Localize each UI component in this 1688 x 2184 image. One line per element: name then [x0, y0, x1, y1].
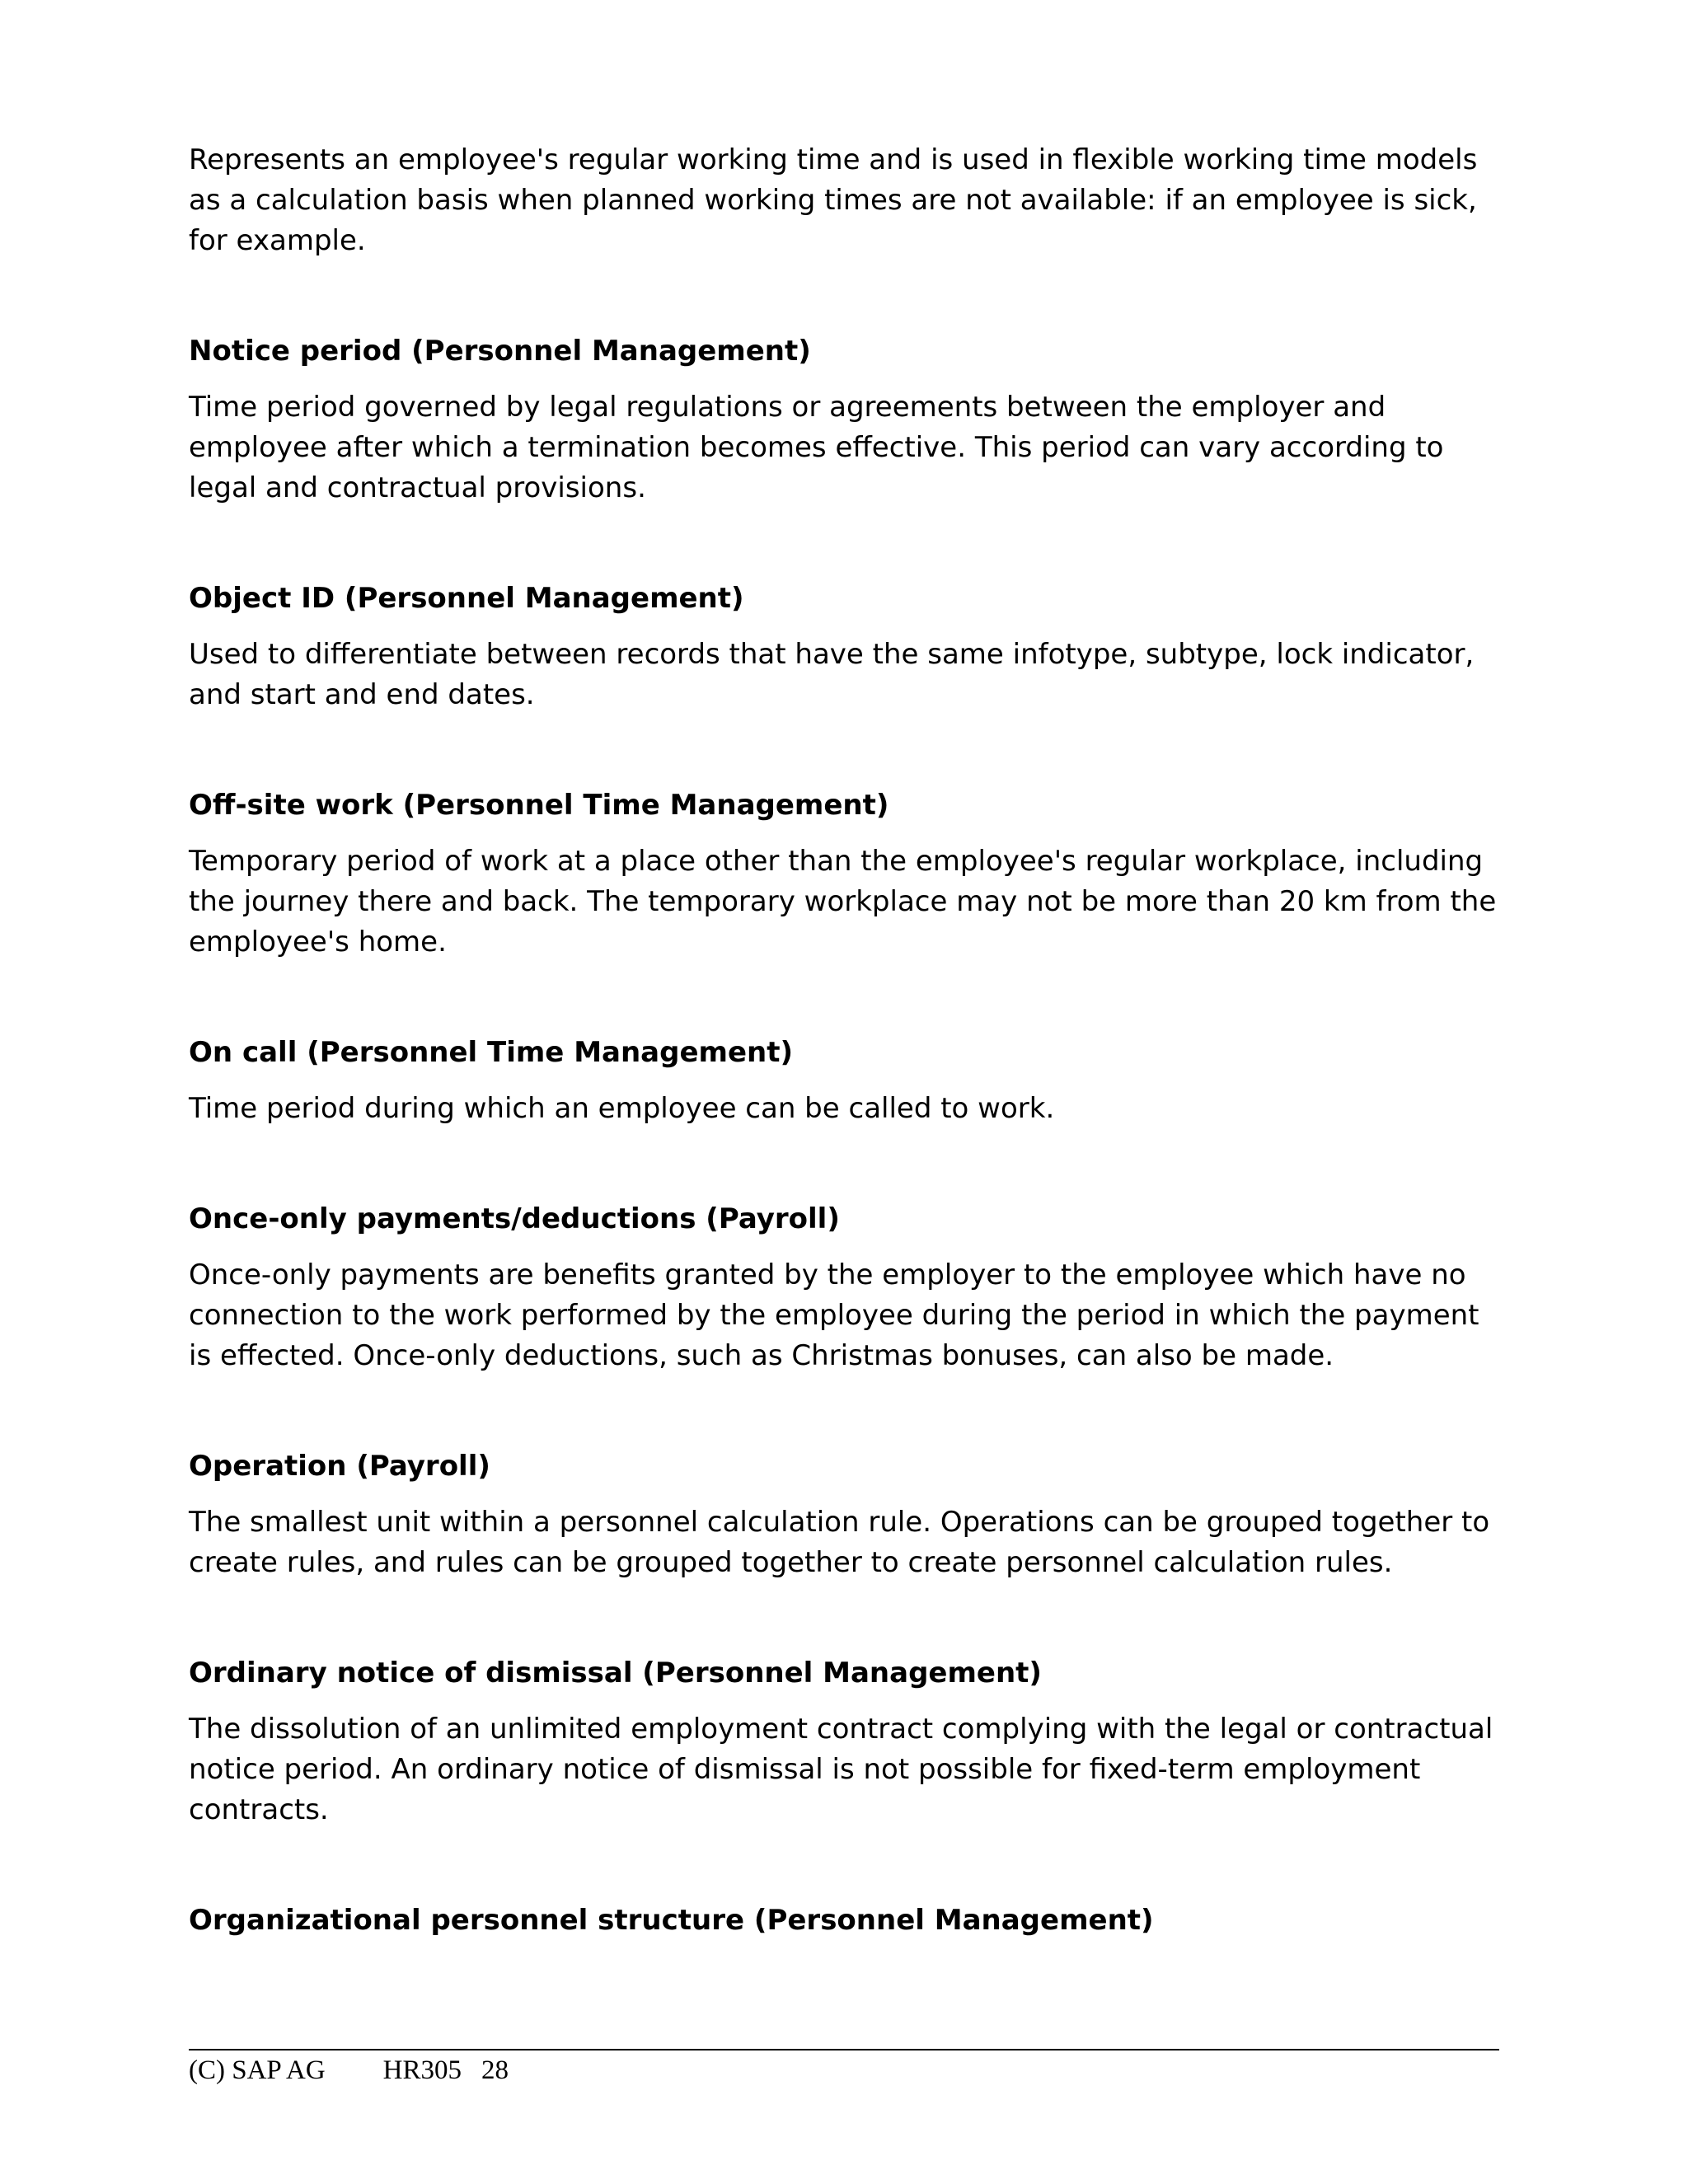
glossary-entry	[189, 1657, 1507, 1830]
page-footer	[189, 2054, 509, 2087]
footer-course-code: HR305	[382, 2055, 462, 2085]
glossary-definition: The dissolution of an unlimited employment contract complying with the legal or contractual notice period. An ordinary notice of dismissal is not possible for fixed-term employment contracts.	[189, 1713, 1493, 1826]
glossary-term: Off-site work (Personnel Time Management)	[189, 789, 889, 822]
glossary-entry	[189, 1202, 1507, 1376]
glossary-entry	[189, 1450, 1507, 1583]
intro-definition: Represents an employee's regular working time and is used in flexible working time models as a calculation basis when planned working times are not available: if an employee is sick, for example.	[189, 143, 1478, 257]
glossary-definition: Time period governed by legal regulations or agreements between the employer and employee after which a termination becomes effective. This period can vary according to legal and contractual provisions.	[189, 391, 1444, 504]
glossary-term: Organizational personnel structure (Personnel Management)	[189, 1904, 1154, 1937]
glossary-entry	[189, 335, 1507, 509]
glossary-definition: Temporary period of work at a place other than the employee's regular workplace, including the journey there and back. The temporary workplace may not be more than 20 km from the employee's home.	[189, 845, 1497, 958]
footer-page-number: 28	[481, 2055, 509, 2085]
glossary-entry	[189, 1904, 1507, 1937]
glossary-term: Object ID (Personnel Management)	[189, 582, 744, 615]
glossary-definition: Used to differentiate between records that have the same infotype, subtype, lock indicator, and start and end dates.	[189, 638, 1475, 711]
glossary-term: Notice period (Personnel Management)	[189, 335, 811, 368]
glossary-entry	[189, 789, 1507, 963]
footer-copyright: (C) SAP AG	[189, 2055, 326, 2085]
glossary-definition: The smallest unit within a personnel calculation rule. Operations can be grouped together to create rules, and rules can be grouped together to create personnel calculation rules.	[189, 1506, 1490, 1579]
footer-divider	[189, 2049, 1499, 2050]
glossary-term: Operation (Payroll)	[189, 1450, 490, 1483]
glossary-definition: Time period during which an employee can be called to work.	[189, 1092, 1055, 1125]
glossary-term: Ordinary notice of dismissal (Personnel Management)	[189, 1657, 1042, 1690]
glossary-entry	[189, 1036, 1507, 1129]
glossary-term: Once-only payments/deductions (Payroll)	[189, 1202, 840, 1235]
glossary-page	[189, 140, 1507, 1937]
glossary-entry	[189, 582, 1507, 715]
glossary-definition: Once-only payments are benefits granted by the employer to the employee which have no connection to the work performed by the employee during the period in which the payment is effected. Once-only deductions, such as Christmas bonuses, can also be made.	[189, 1258, 1479, 1372]
glossary-term: On call (Personnel Time Management)	[189, 1036, 794, 1069]
